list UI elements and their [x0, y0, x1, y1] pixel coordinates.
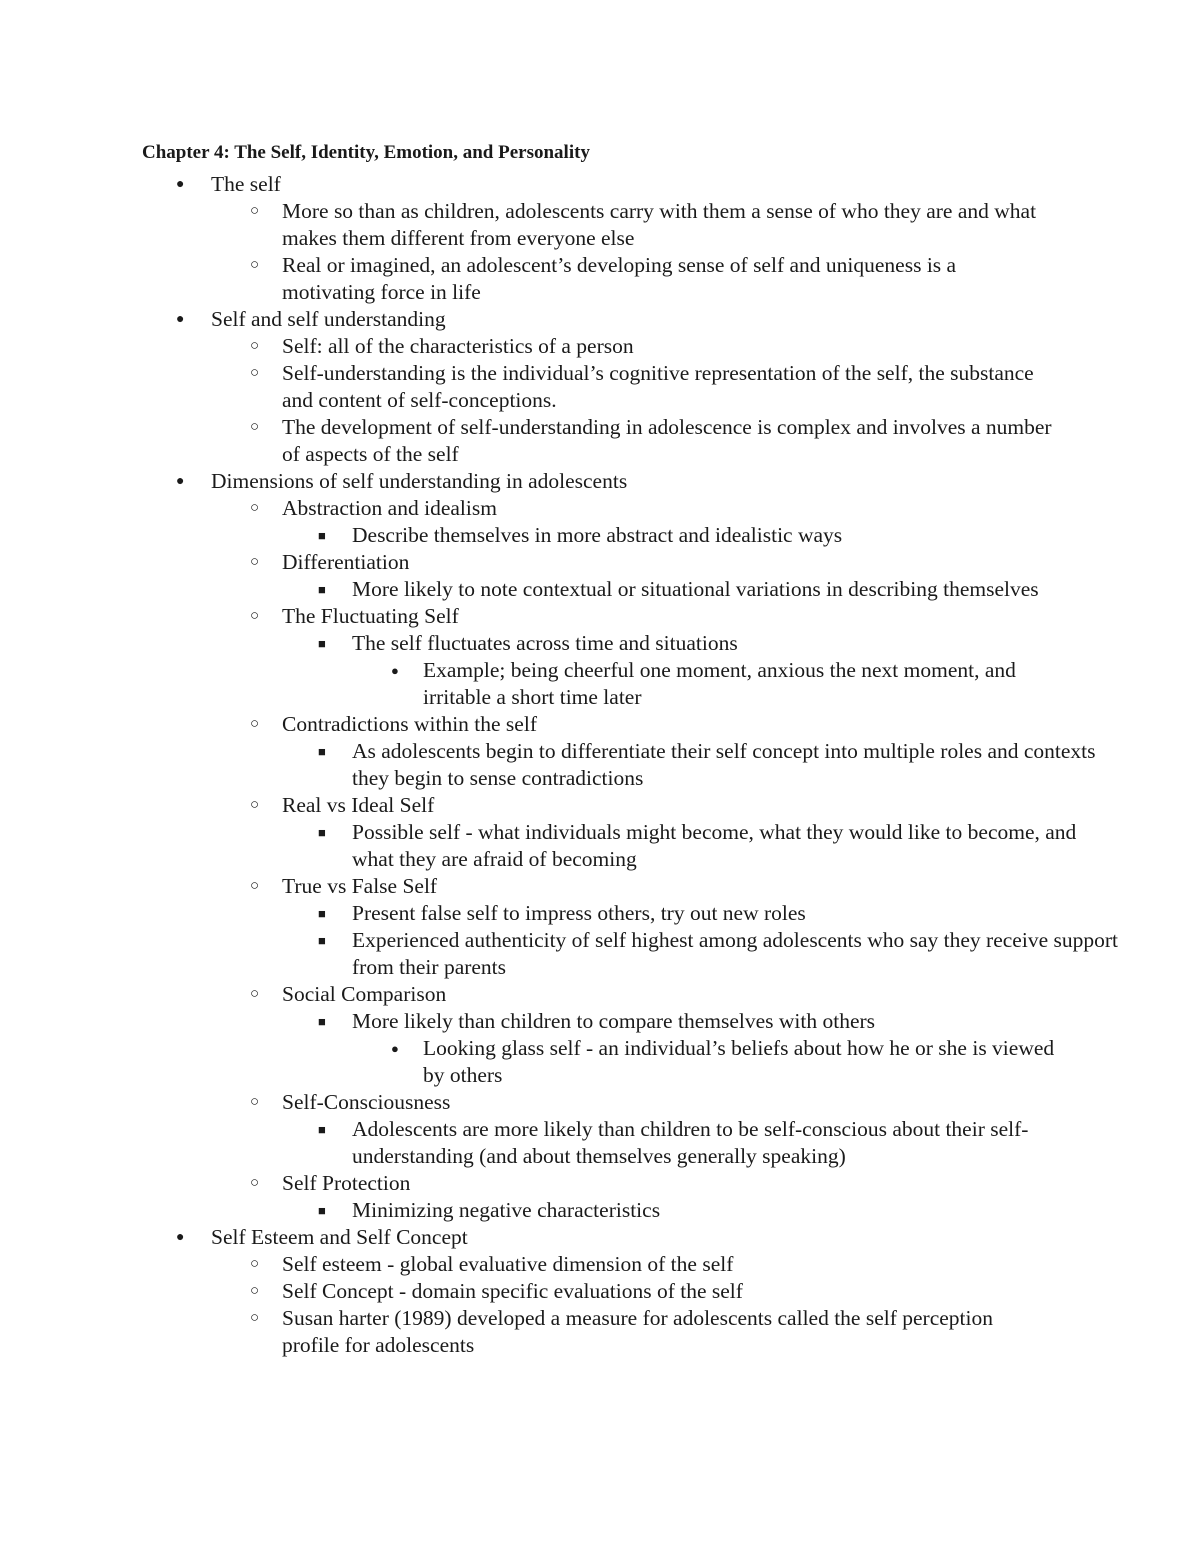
bullet-item-level2 [0, 1251, 1200, 1278]
bullet-item-level2 [0, 198, 1200, 252]
bullet-text: Present false self to impress others, try out new roles [352, 901, 806, 925]
bullet-marker-icon: ■ [318, 906, 326, 921]
bullet-text: Possible self - what individuals might become, what they would like to become, and what they are afraid of becoming [352, 820, 1077, 871]
bullet-text: Real vs Ideal Self [282, 793, 435, 817]
bullet-text: Example; being cheerful one moment, anxious the next moment, and irritable a short time later [423, 658, 1016, 709]
bullet-marker-icon: ○ [250, 338, 260, 354]
bullet-item-level1 [0, 1224, 1200, 1251]
bullet-marker-icon: ○ [250, 986, 260, 1002]
bullet-marker-icon: ● [391, 1041, 399, 1056]
bullet-marker-icon: ○ [250, 608, 260, 624]
bullet-marker-icon: ○ [250, 797, 260, 813]
bullet-item-level2 [0, 792, 1200, 819]
bullet-text: The Fluctuating Self [282, 604, 459, 628]
bullet-marker-icon: ○ [250, 500, 260, 516]
bullet-text: The self fluctuates across time and situations [352, 631, 738, 655]
bullet-item-level2 [0, 981, 1200, 1008]
bullet-marker-icon: ■ [318, 636, 326, 651]
bullet-marker-icon: ○ [250, 257, 260, 273]
bullet-marker-icon: ■ [318, 825, 326, 840]
bullet-marker-icon: ○ [250, 419, 260, 435]
bullet-marker-icon: ○ [250, 1175, 260, 1191]
bullet-marker-icon: ○ [250, 1283, 260, 1299]
bullet-item-level2 [0, 1089, 1200, 1116]
bullet-marker-icon: ■ [318, 1122, 326, 1137]
bullet-item-level1 [0, 171, 1200, 198]
bullet-marker-icon: ○ [250, 1310, 260, 1326]
bullet-marker-icon: ● [176, 312, 185, 327]
bullet-text: Dimensions of self understanding in adolescents [211, 469, 628, 493]
bullet-marker-icon: ○ [250, 878, 260, 894]
bullet-item-level1 [0, 468, 1200, 495]
bullet-marker-icon: ■ [318, 1203, 326, 1218]
bullet-text: Self Protection [282, 1171, 411, 1195]
bullet-item-level1 [0, 306, 1200, 333]
chapter-title: Chapter 4: The Self, Identity, Emotion, and Personality [142, 142, 590, 163]
bullet-text: More so than as children, adolescents carry with them a sense of who they are and what makes them different from everyone else [282, 199, 1037, 250]
bullet-text: Self and self understanding [211, 307, 446, 331]
bullet-item-level2 [0, 360, 1200, 414]
bullet-text: Minimizing negative characteristics [352, 1198, 661, 1222]
bullet-item-level3 [0, 819, 1200, 873]
bullet-item-level3 [0, 900, 1200, 927]
bullet-item-level3 [0, 522, 1200, 549]
bullet-text: The self [211, 172, 281, 196]
bullet-item-level3 [0, 576, 1200, 603]
bullet-text: As adolescents begin to differentiate their self concept into multiple roles and contexts they begin to sense contradictions [352, 739, 1096, 790]
bullet-text: Self Concept - domain specific evaluations of the self [282, 1279, 743, 1303]
bullet-item-level4 [0, 1035, 1200, 1089]
bullet-text: Describe themselves in more abstract and idealistic ways [352, 523, 843, 547]
bullet-text: Adolescents are more likely than children to be self-conscious about their self-understanding (and about themselves generally speaking) [352, 1117, 1029, 1168]
bullet-item-level3 [0, 630, 1200, 657]
bullet-marker-icon: ■ [318, 582, 326, 597]
bullet-item-level3 [0, 1197, 1200, 1224]
bullet-marker-icon: ● [176, 474, 185, 489]
bullet-item-level2 [0, 711, 1200, 738]
bullet-text: Looking glass self - an individual’s beliefs about how he or she is viewed by others [423, 1036, 1055, 1087]
bullet-item-level2 [0, 333, 1200, 360]
bullet-marker-icon: ● [176, 177, 185, 192]
bullet-item-level2 [0, 873, 1200, 900]
bullet-text: Real or imagined, an adolescent’s developing sense of self and uniqueness is a motivating force in life [282, 253, 957, 304]
bullet-marker-icon: ■ [318, 1014, 326, 1029]
bullet-text: The development of self-understanding in adolescence is complex and involves a number of aspects of the self [282, 415, 1052, 466]
bullet-marker-icon: ■ [318, 528, 326, 543]
bullet-marker-icon: ● [176, 1230, 185, 1245]
bullet-text: Self Esteem and Self Concept [211, 1225, 468, 1249]
bullet-item-level4 [0, 657, 1200, 711]
bullet-text: More likely to note contextual or situational variations in describing themselves [352, 577, 1039, 601]
bullet-marker-icon: ○ [250, 1094, 260, 1110]
bullet-text: Self-understanding is the individual’s cognitive representation of the self, the substance and content of self-conceptions. [282, 361, 1034, 412]
bullet-text: Self-Consciousness [282, 1090, 451, 1114]
bullet-item-level3 [0, 927, 1200, 981]
bullet-item-level2 [0, 414, 1200, 468]
bullet-item-level2 [0, 603, 1200, 630]
bullet-item-level2 [0, 549, 1200, 576]
bullet-marker-icon: ○ [250, 716, 260, 732]
bullet-marker-icon: ○ [250, 203, 260, 219]
bullet-item-level3 [0, 1116, 1200, 1170]
bullet-text: Susan harter (1989) developed a measure for adolescents called the self perception profile for adolescents [282, 1306, 994, 1357]
bullet-marker-icon: ○ [250, 365, 260, 381]
bullet-text: Abstraction and idealism [282, 496, 497, 520]
bullet-marker-icon: ○ [250, 1256, 260, 1272]
notes-outline [0, 171, 1200, 1359]
bullet-text: Self: all of the characteristics of a person [282, 334, 634, 358]
bullet-text: Experienced authenticity of self highest among adolescents who say they receive support from their parents [352, 928, 1118, 979]
bullet-text: Differentiation [282, 550, 410, 574]
bullet-item-level3 [0, 738, 1200, 792]
bullet-item-level3 [0, 1008, 1200, 1035]
bullet-marker-icon: ○ [250, 554, 260, 570]
bullet-text: More likely than children to compare themselves with others [352, 1009, 876, 1033]
bullet-text: Contradictions within the self [282, 712, 537, 736]
bullet-marker-icon: ■ [318, 744, 326, 759]
bullet-text: Social Comparison [282, 982, 447, 1006]
bullet-text: True vs False Self [282, 874, 438, 898]
bullet-item-level2 [0, 252, 1200, 306]
bullet-item-level2 [0, 495, 1200, 522]
bullet-marker-icon: ■ [318, 933, 326, 948]
bullet-text: Self esteem - global evaluative dimension of the self [282, 1252, 734, 1276]
bullet-item-level2 [0, 1305, 1200, 1359]
bullet-marker-icon: ● [391, 663, 399, 678]
bullet-item-level2 [0, 1170, 1200, 1197]
bullet-item-level2 [0, 1278, 1200, 1305]
